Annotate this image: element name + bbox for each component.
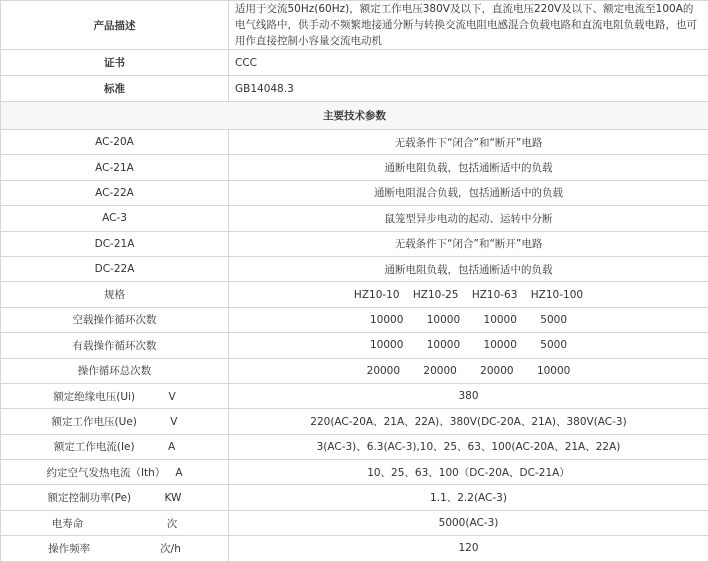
section-row: [1, 102, 708, 130]
param-value: 鼠笼型异步电动的起动、运转中分断: [229, 206, 708, 231]
param-row: [1, 282, 708, 307]
param-row: [1, 510, 708, 535]
param-value: 通断电阻负载，包括通断适中的负载: [229, 155, 708, 180]
param-value: 通断电阻混合负载，包括通断适中的负载: [229, 180, 708, 205]
param-value: 10、25、63、100（DC-20A、DC-21A）: [229, 460, 708, 485]
param-row: [1, 434, 708, 459]
param-key: AC-22A: [1, 180, 229, 205]
param-key: 额定工作电压(Ue) V: [1, 409, 229, 434]
param-value: 120: [229, 536, 708, 561]
param-key: AC-3: [1, 206, 229, 231]
param-key: 规格: [1, 282, 229, 307]
param-key: AC-20A: [1, 130, 229, 155]
param-key: AC-21A: [1, 155, 229, 180]
param-key: 空载操作循环次数: [1, 307, 229, 332]
param-key: 有载操作循环次数: [1, 333, 229, 358]
param-row: [1, 155, 708, 180]
param-key: 额定绝缘电压(Ui) V: [1, 383, 229, 408]
standard-value: GB14048.3: [229, 76, 708, 102]
param-key: 电寿命 次: [1, 510, 229, 535]
param-key: DC-21A: [1, 231, 229, 256]
param-row: [1, 206, 708, 231]
param-key: 操作循环总次数: [1, 358, 229, 383]
param-key: DC-22A: [1, 256, 229, 281]
param-value: 无载条件下“闭合”和“断开”电路: [229, 130, 708, 155]
product-description-label: 产品描述: [1, 1, 229, 50]
param-row: [1, 460, 708, 485]
certificate-label: 证书: [1, 50, 229, 76]
param-key: 额定控制功率(Pe) KW: [1, 485, 229, 510]
certificate-row: [1, 50, 708, 76]
param-row: [1, 256, 708, 281]
param-value: 380: [229, 383, 708, 408]
param-key: 约定空气发热电流（Ith） A: [1, 460, 229, 485]
product-description-row: [1, 1, 708, 50]
param-row: [1, 231, 708, 256]
param-value: 通断电阻负载，包括通断适中的负载: [229, 256, 708, 281]
param-value: HZ10-10 HZ10-25 HZ10-63 HZ10-100: [229, 282, 708, 307]
param-value: 5000(AC-3): [229, 510, 708, 535]
param-row: [1, 307, 708, 332]
standard-label: 标准: [1, 76, 229, 102]
certificate-value: CCC: [229, 50, 708, 76]
param-row: [1, 180, 708, 205]
param-value: 10000 10000 10000 5000: [229, 307, 708, 332]
param-row: [1, 333, 708, 358]
param-value: 无载条件下“闭合”和“断开”电路: [229, 231, 708, 256]
param-value: 3(AC-3)、6.3(AC-3),10、25、63、100(AC-20A、21A、22A): [229, 434, 708, 459]
param-value: 20000 20000 20000 10000: [229, 358, 708, 383]
standard-row: [1, 76, 708, 102]
param-key: 额定工作电流(Ie) A: [1, 434, 229, 459]
param-row: [1, 130, 708, 155]
param-row: [1, 409, 708, 434]
section-title: 主要技术参数: [1, 102, 708, 130]
param-row: [1, 536, 708, 561]
param-key: 操作频率 次/h: [1, 536, 229, 561]
param-row: [1, 383, 708, 408]
param-row: [1, 485, 708, 510]
param-value: 10000 10000 10000 5000: [229, 333, 708, 358]
param-value: 220(AC-20A、21A、22A)、380V(DC-20A、21A)、380V(AC-3): [229, 409, 708, 434]
param-value: 1.1、2.2(AC-3): [229, 485, 708, 510]
param-row: [1, 358, 708, 383]
product-description-value: 适用于交流50Hz(60Hz)，额定工作电压380V及以下，直流电压220V及以下、额定电流至100A的电气线路中，供手动不频繁地接通分断与转换交流电阻电感混合负载电路和直流电阻负载电路，也可用作直接控制小容量交流电动机: [229, 1, 708, 50]
